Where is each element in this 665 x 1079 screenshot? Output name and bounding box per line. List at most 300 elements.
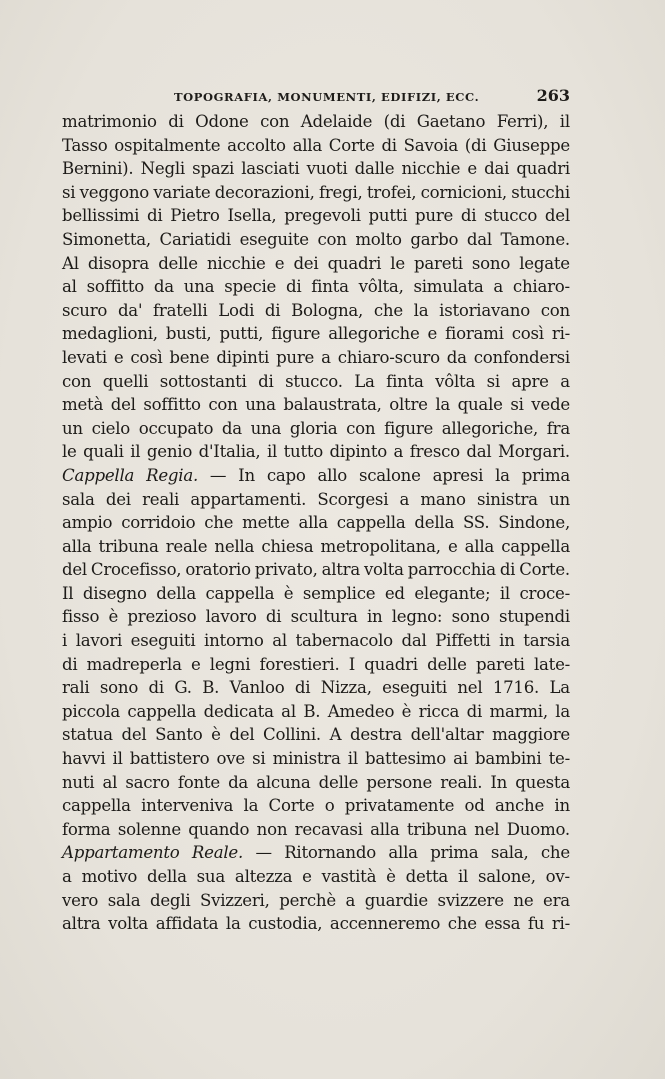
word: così [511,324,544,344]
word: ricca [418,701,460,721]
word: a [321,347,331,367]
word: che [204,513,234,533]
word: delle [318,772,359,792]
word: forma [62,819,111,839]
word: il [457,867,469,886]
word: a [560,371,570,391]
word: affidata [155,914,219,934]
word: con [346,418,376,438]
word: confondersi [473,347,570,367]
word: stupendi [499,607,570,627]
word: anche [494,796,545,816]
word: Lodi [218,300,255,320]
text-line [62,440,570,464]
word: altra [321,560,360,580]
word: di [294,678,311,698]
word: i [62,631,68,651]
word: di [147,206,163,226]
word: a [62,867,72,886]
word: cappella [127,701,197,721]
word: intorno [204,631,264,651]
text-line [62,653,570,677]
word: tarsia [523,631,570,651]
word: battesimo [365,749,447,769]
word: quadri [364,654,418,674]
word: le [390,253,405,273]
word: la [435,395,451,415]
word: busti, [165,324,212,344]
word: La [549,678,570,698]
word: — [209,465,227,485]
word: allo [317,465,348,485]
word: sacro [125,772,170,792]
word: vôlta [435,371,476,391]
word: trofei, [366,182,417,202]
word: Savoia [403,135,458,155]
word: Pietro [170,206,220,226]
word: te- [548,749,570,769]
word: persone [366,772,433,792]
word: la [495,465,510,485]
word: il [130,442,141,462]
word: o [324,796,335,816]
word: — [255,843,272,863]
word: Simonetta, [62,229,151,249]
word: privato, [254,560,318,580]
word: e [447,536,458,556]
word: nel [457,678,483,698]
word: chiesa [261,536,314,556]
word: ai [453,749,468,769]
word: non [256,819,288,839]
word: Corte. [519,560,570,580]
word: alla [62,536,92,556]
word: G. [174,678,192,698]
word: a [399,489,410,509]
word: Svizzeri, [200,890,270,910]
word: Gaetano [416,112,486,131]
word: delle [158,253,198,273]
word: fisso [62,607,100,627]
word: il [559,112,570,131]
word: soffitto [86,277,145,297]
word: dei [293,253,319,273]
text-line [62,535,570,559]
text-line [62,322,570,346]
word: si [510,395,524,415]
word: del [229,725,255,745]
word: (di [464,135,487,155]
word: figure [384,418,434,438]
word: dedicata [203,701,274,721]
word: e [274,253,285,273]
word: volta [363,560,404,580]
word: dal [466,442,492,462]
word: istoriavano [439,300,530,320]
word: Tamone. [500,229,570,249]
word: medaglioni, [62,324,158,344]
word: putti [368,206,408,226]
word: chiaro- [512,277,570,297]
word: Cariatidi [159,229,231,249]
word: Piffetti [435,631,491,651]
text-line [62,676,570,700]
word: A [329,725,342,745]
word: un [549,489,570,509]
word: fonte [177,772,220,792]
word: apresi [432,465,484,485]
body-text [62,110,570,936]
word: quando [188,819,250,839]
text-line [62,582,570,606]
word: tribuna [406,819,467,839]
word: tabernacolo [295,631,393,651]
word: lavoro [205,607,257,627]
italic-word: Regia. [146,465,198,485]
word: della [147,867,187,886]
word: solenne [117,819,181,839]
word: legni [209,654,251,674]
word: chiaro-scuro [337,347,440,367]
text-line [62,723,570,747]
word: la [555,701,570,721]
word: Negli [140,159,185,179]
word: è [108,607,119,627]
word: Ferri), [496,112,549,131]
word: del [62,560,87,580]
word: a [493,277,504,297]
word: reali. [440,772,483,792]
word: vero [62,890,99,910]
text-line [62,370,570,394]
word: levati [62,347,107,367]
word: In [490,772,508,792]
word: Collini. [263,725,321,745]
word: Amedeo [327,701,395,721]
text-line [62,558,570,582]
word: quale [457,395,503,415]
text-line [62,252,570,276]
word: sinistra [476,489,538,509]
text-line [62,771,570,795]
word: quadri [516,159,570,179]
word: lasciati [241,159,300,179]
word: e [467,159,477,179]
word: Isella, [227,206,277,226]
word: al [281,701,296,721]
word: finta [311,277,349,297]
word: che [447,914,477,934]
word: semplice [302,583,376,603]
word: da' [117,300,143,320]
text-line [62,181,570,205]
word: la [225,914,241,934]
word: SS. [462,513,490,533]
word: con [317,229,347,249]
word: Bernini). [62,159,134,179]
word: il [266,442,278,462]
word: da [221,418,242,438]
word: simulata [413,277,484,297]
word: prima [521,465,570,485]
word: dipinti [216,347,270,367]
word: capo [266,465,306,485]
word: Tasso [62,135,108,155]
word: le [62,442,77,462]
word: pareti [475,654,525,674]
word: di [168,112,184,131]
word: nicchie [401,159,461,179]
word: balaustrata, [283,395,382,415]
word: altra [62,914,101,934]
word: e [113,347,124,367]
word: cappella [62,796,131,816]
text-line [62,818,570,842]
word: che [540,843,570,863]
word: croce- [519,583,570,603]
word: altezza [234,867,293,886]
text-line [62,393,570,417]
word: guardie [364,890,428,910]
word: privatamente [344,796,455,816]
word: battistero [129,749,210,769]
word: legate [519,253,570,273]
word: tutto [283,442,324,462]
word: ministra [272,749,341,769]
word: od [464,796,485,816]
word: soffitto [143,395,201,415]
word: B. [202,678,220,698]
word: spazi [192,159,235,179]
word: tribuna [98,536,159,556]
word: motivo [81,867,138,886]
word: di [466,701,483,721]
word: alcuna [256,772,311,792]
word: ed [384,583,405,603]
word: salone, [477,867,536,886]
word: della [156,583,196,603]
word: dalle [354,159,395,179]
text-line [62,605,570,629]
italic-word: Cappella [62,465,135,485]
word: dell'altar [410,725,484,745]
word: garbo [410,229,459,249]
word: alla [388,843,418,863]
word: oltre [389,395,428,415]
word: stucchi [511,182,570,202]
text-line [62,511,570,535]
word: bellissimi [62,206,140,226]
word: genio [146,442,193,462]
running-header-title: TOPOGRAFIA, MONUMENTI, EDIFIZI, ECC. [174,90,480,104]
word: stucco [484,206,538,226]
word: di [499,560,516,580]
word: la [413,300,429,320]
text-line [62,417,570,441]
word: e [427,324,438,344]
italic-word: Appartamento [62,843,180,863]
word: nella [214,536,255,556]
word: scalone [358,465,421,485]
word: sono [99,678,139,698]
word: occupato [138,418,214,438]
word: sono [471,253,511,273]
word: destra [349,725,402,745]
word: sala [62,489,95,509]
word: disopra [87,253,150,273]
word: alla [370,819,400,839]
word: ove [216,749,245,769]
word: è [283,583,294,603]
word: gloria [289,418,338,438]
text-line [62,346,570,370]
word: della [414,513,455,533]
word: cielo [91,418,131,438]
word: prezioso [127,607,197,627]
word: cappella [205,583,275,603]
word: fregi, [318,182,363,202]
word: si [252,749,266,769]
word: così [130,347,163,367]
word: un [62,418,83,438]
word: cappella [336,513,406,533]
word: il [112,749,123,769]
word: perchè [279,890,336,910]
word: di [264,300,281,320]
word: quelli [102,371,149,391]
word: alla [292,135,322,155]
word: Crocefisso, [90,560,182,580]
word: ri- [551,914,570,934]
word: la [243,796,259,816]
word: disegno [82,583,147,603]
word: vuoti [306,159,348,179]
word: da [446,347,467,367]
word: bambini [475,749,542,769]
word: appartamenti. [190,489,307,509]
word: al [272,631,287,651]
word: con [208,395,238,415]
word: una [250,418,282,438]
word: del [544,206,570,226]
word: accolto [227,135,286,155]
word: eseguite [239,229,309,249]
word: putti, [219,324,264,344]
text-line [62,228,570,252]
word: il [347,749,358,769]
word: è [401,701,412,721]
word: specie [224,277,277,297]
word: volta [108,914,149,934]
word: ampio [62,513,113,533]
word: del [110,395,136,415]
word: sono [451,607,490,627]
word: in [499,631,515,651]
word: molto [355,229,402,249]
word: Corte [328,135,375,155]
word: La [354,371,375,391]
word: Corte [268,796,315,816]
word: cornicioni, [420,182,507,202]
text-line [62,488,570,512]
text-line [62,889,570,913]
word: fresco [409,442,460,462]
word: a [393,442,404,462]
word: vôlta, [358,277,404,297]
word: Duomo. [506,819,570,839]
word: Al [62,253,79,273]
word: oratorio [185,560,251,580]
word: allegoriche [328,324,420,344]
word: stucco. [285,371,343,391]
word: Vanloo [229,678,285,698]
text-line [62,912,570,936]
word: da [153,277,174,297]
word: quadri [327,253,382,273]
word: di [62,654,78,674]
text-line [62,110,570,134]
word: con [260,112,290,131]
word: d'Italia, [198,442,261,462]
word: fratelli [153,300,208,320]
word: di [460,206,477,226]
word: lavori [75,631,123,651]
word: questa [515,772,570,792]
word: di [285,277,302,297]
word: prima [430,843,479,863]
word: Ritornando [284,843,376,863]
word: svizzere [437,890,504,910]
word: elegante; [414,583,491,603]
word: alla [464,536,495,556]
text-line [62,841,570,865]
word: piccola [62,701,120,721]
text-line [62,134,570,158]
word: sala [107,890,141,910]
word: ospitalmente [114,135,221,155]
word: vastità [321,867,377,886]
word: interveniva [141,796,234,816]
word: con [62,371,92,391]
word: mette [242,513,290,533]
word: pure [276,347,315,367]
word: è [386,867,396,886]
word: parrocchia [407,560,496,580]
word: In [238,465,255,485]
italic-word: Reale. [191,843,244,863]
word: nel [474,819,500,839]
word: reale [165,536,208,556]
word: Sindone, [498,513,570,533]
word: sottostanti [159,371,247,391]
word: nicchie [206,253,266,273]
word: del [121,725,147,745]
word: I [348,654,356,674]
word: Odone [195,112,249,131]
text-line [62,157,570,181]
word: a [345,890,356,910]
word: havvi [62,749,106,769]
word: ov- [545,867,570,886]
word: ri- [551,324,570,344]
word: matrimonio [62,112,157,131]
word: decorazioni, [214,182,315,202]
word: era [543,890,570,910]
text-line [62,794,570,818]
word: che [373,300,403,320]
word: e [190,654,201,674]
word: legno: [391,607,443,627]
